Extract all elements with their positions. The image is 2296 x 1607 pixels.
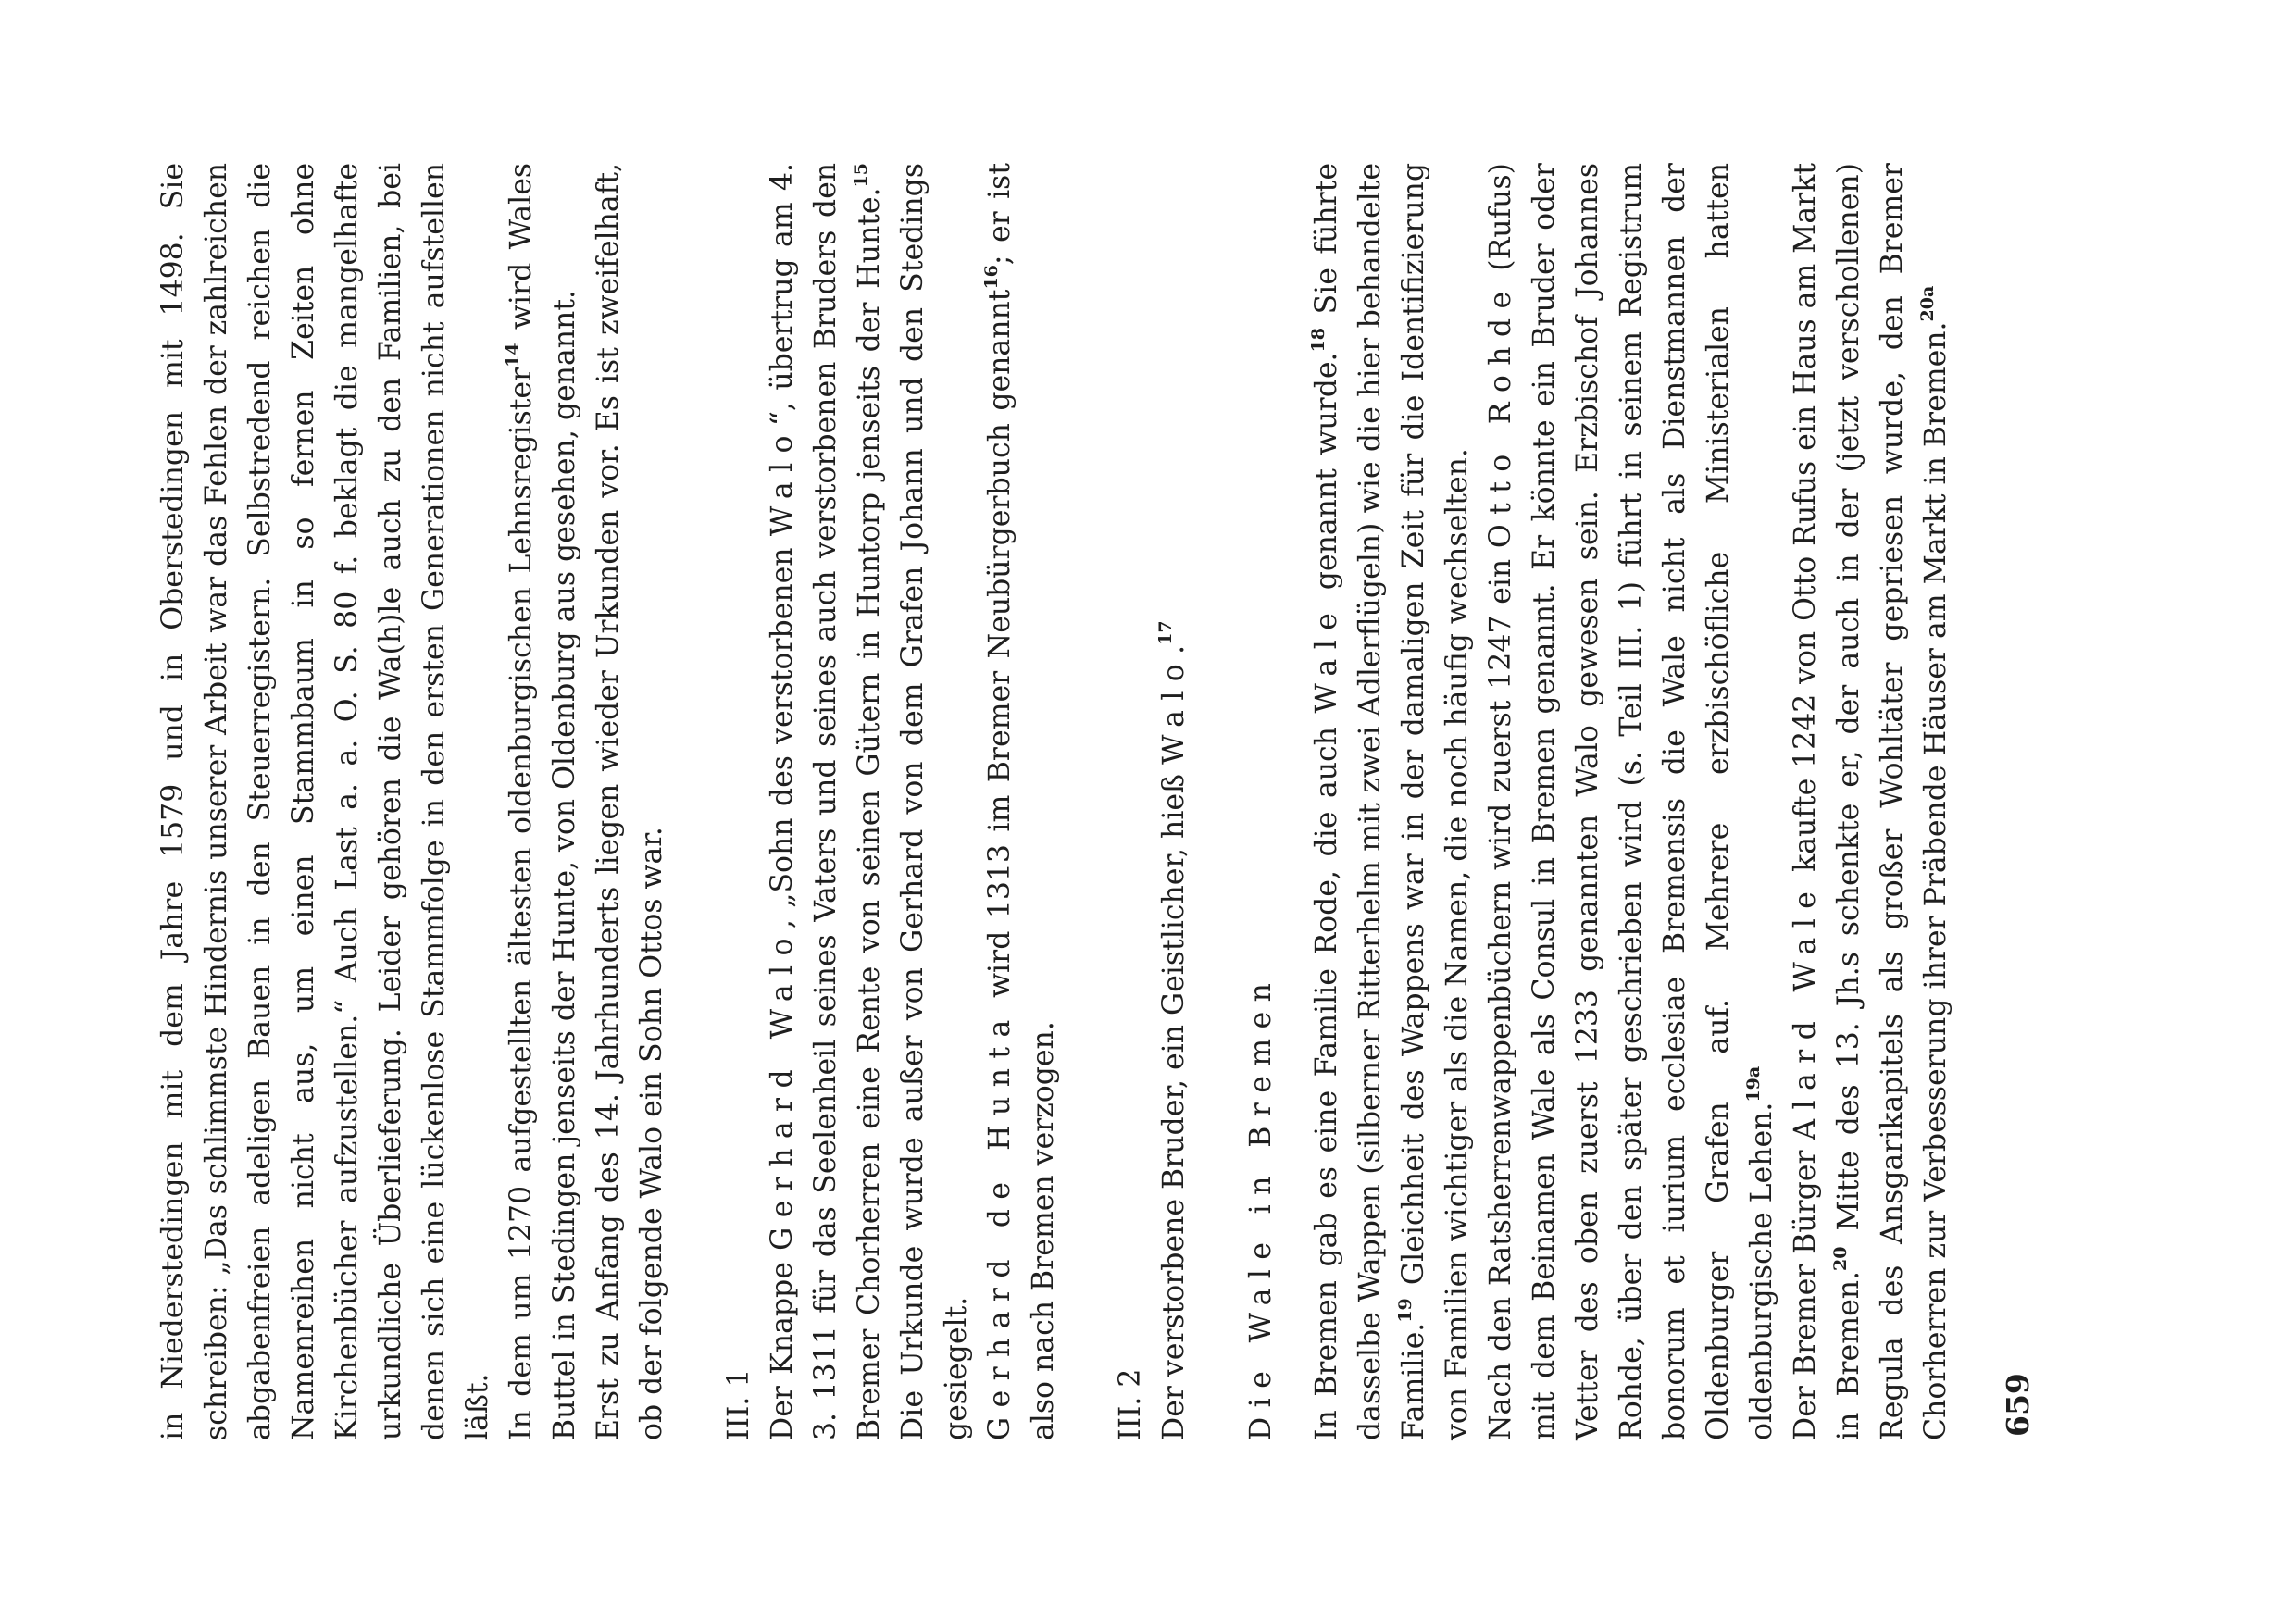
body-paragraph xyxy=(1305,163,1479,1440)
footnote-marker: 18 xyxy=(1308,327,1329,353)
text-run: Mitte des 13. Jh.s schenkte er, der auch in der (jetzt verschollenen) Regula des Ansgarikapitels als großer Wohltäter gepriesen wurde, den Bremer Chorherren zur Verbesserung ihrer Präbende Häuser am Markt in Bremen. xyxy=(1832,163,1953,1440)
text-run: Der verstorbene Bruder, ein Geistlicher, hieß xyxy=(1157,764,1191,1440)
body-paragraph xyxy=(1784,163,1958,1440)
body-paragraph xyxy=(500,163,587,1440)
footnote-marker: 20 xyxy=(1830,1246,1851,1271)
text-run: III. 2 xyxy=(1114,1368,1147,1440)
text-run: genannt wurde. xyxy=(1310,352,1343,604)
spaced-name: Die Wale in Bremen xyxy=(1244,973,1278,1440)
text-run: In dem um 1270 aufgestellten ältesten oldenburgischen Lehnsregister xyxy=(505,367,538,1440)
spaced-name: Otto Rohde xyxy=(1484,281,1517,549)
page-number: 659 xyxy=(2000,1373,2036,1437)
spaced-name: Gerhard de Hunta xyxy=(983,1010,1017,1440)
text-run: , „Sohn des verstorbenen xyxy=(766,536,799,929)
footnote-marker: 19a xyxy=(1743,1065,1764,1102)
text-run: Die Urkunde wurde außer von Gerhard von dem Grafen Johann und den Stedings gesiegelt. xyxy=(896,163,973,1440)
footnote-marker: 16 xyxy=(981,265,1002,290)
paragraph-gap xyxy=(1196,163,1240,1440)
text-run: ; er ist also nach Bremen verzogen. xyxy=(983,163,1060,1440)
spaced-name: Walo xyxy=(766,426,799,537)
text-run: Der Knappe xyxy=(766,1250,799,1440)
section-heading xyxy=(1240,163,1283,1440)
text-run: wird Wales Buttel in Stedingen jenseits der Hunte, von Oldenburg aus gesehen, genannt. xyxy=(505,163,581,1440)
paragraph-gap xyxy=(1066,163,1109,1440)
body-paragraph xyxy=(761,163,979,1440)
scan-bottom-margin xyxy=(0,1481,2296,1607)
spaced-name: Alard Wale xyxy=(1789,881,1822,1140)
text-run: in Niederstedingen mit dem Jahre 1579 und in Oberstedingen mit 1498. Sie schreiben: „Das schlimmste Hindernis unserer Arbeit war das Fehlen der zahlreichen abgabenfreien adeligen Bauen in den Steuerregistern. Selbstredend reichen die Namenreihen nicht aus, um einen Stammbaum in so fernen Zeiten ohne Kirchenbücher aufzustellen.“ Auch Last a. a. O. S. 80 f. beklagt die mangelhafte urkundliche Überlieferung. Leider gehören die Wa(h)le auch zu den Familien, bei denen sich eine lückenlose Stammfolge in den ersten Generationen nicht aufstellen läßt. xyxy=(156,163,494,1440)
footnote-marker: 17 xyxy=(1155,620,1176,645)
text-run: III. 1 xyxy=(722,1368,755,1440)
body-paragraph xyxy=(979,163,1066,1440)
text-run: (Rufus) mit dem Beinamen Wale als Consul in Bremen genannt. Er könnte ein Bruder oder Vetter des oben zuerst 1233 genannten Walo gewesen sein. Erzbischof Johannes Rohde, über den später geschrieben wird (s. Teil III. 1) führt in seinem Registrum bonorum et iurium ecclesiae Bremensis die Wale nicht als Dienstmannen der Oldenburger Grafen auf. Mehrere erzbischöfliche Ministerialen hatten oldenburgische Lehen. xyxy=(1484,163,1778,1440)
text-run: In Bremen gab es eine Familie Rode, die auch xyxy=(1310,713,1343,1440)
body-paragraph xyxy=(587,163,674,1440)
text-run: Gleichheit des Wappens war in der damaligen Zeit für die Identifizierung von Familien wichtiger als die Namen, die noch häufig wechselten. xyxy=(1397,163,1474,1440)
text-run: . xyxy=(1157,644,1191,654)
text-run: Nach den Ratsherrenwappenbüchern wird zuerst 1247 ein xyxy=(1484,548,1517,1440)
footnote-marker: 20a xyxy=(1917,285,1938,322)
section-heading xyxy=(1109,163,1153,1440)
spaced-name: Gerhard Walo xyxy=(766,928,799,1251)
body-paragraph xyxy=(1479,163,1784,1440)
footnote-marker: 19 xyxy=(1395,1298,1416,1323)
body-paragraph xyxy=(1153,163,1196,1440)
text-run: Erst zu Anfang des 14. Jahrhunderts liegen wieder Urkunden vor. Es ist zweifelhaft, ob der folgende Walo ein Sohn Ottos war. xyxy=(592,163,668,1440)
footnote-marker: 15 xyxy=(851,163,871,188)
section-heading xyxy=(718,163,761,1440)
text-run: Der Bremer Bürger xyxy=(1789,1140,1822,1440)
paragraph-gap xyxy=(674,163,718,1440)
text-run: kaufte 1242 von Otto Rufus ein Haus am Markt in Bremen. xyxy=(1789,163,1866,1440)
body-paragraph xyxy=(152,163,500,1440)
document-page-rotated xyxy=(152,163,2050,1440)
scan-top-margin xyxy=(0,0,2296,139)
spaced-name: Walo xyxy=(1157,654,1191,765)
paragraph-gap xyxy=(1283,163,1305,1440)
text-run: Sie führte dasselbe Wappen (silberner Ritterhelm mit zwei Adlerflügeln) wie die hier behandelte Familie. xyxy=(1310,162,1430,1440)
text-run: “, übertrug am 4. 3. 1311 für das Seelenheil seines Vaters und seines auch verstorbenen Bruders den Bremer Chorherren eine Rente von seinen Gütern in Huntorp jenseits der Hunte. xyxy=(766,163,886,1440)
spaced-name: Wale xyxy=(1310,603,1343,714)
footnote-marker: 14 xyxy=(503,343,523,367)
text-run: wird 1313 im Bremer Neubürgerbuch genannt xyxy=(983,289,1017,1011)
